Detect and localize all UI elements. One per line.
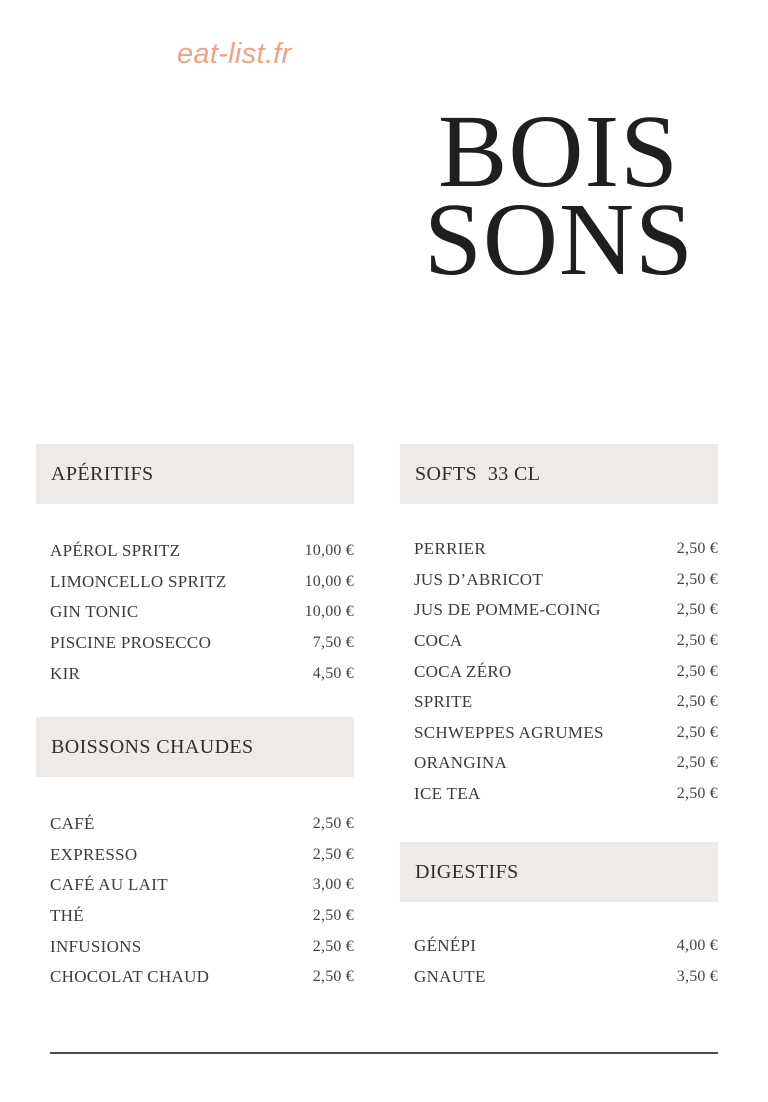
list-aperitifs: [50, 536, 354, 689]
item-price: 2,50 €: [676, 723, 718, 741]
item-name: KIR: [50, 663, 81, 683]
list-item: [414, 779, 718, 810]
list-item: [50, 870, 354, 901]
item-name: INFUSIONS: [50, 936, 142, 956]
item-name: ORANGINA: [414, 753, 508, 773]
item-price: 10,00 €: [304, 603, 354, 621]
list-item: [50, 536, 354, 567]
item-price: 2,50 €: [676, 540, 718, 558]
list-item: [414, 748, 718, 779]
list-digestifs: [414, 931, 718, 992]
title-line-1: BOIS: [438, 94, 679, 209]
item-price: 2,50 €: [312, 815, 354, 833]
section-header-softs: SOFTS 33 CL: [400, 444, 718, 504]
list-item: [50, 628, 354, 659]
list-item: [414, 656, 718, 687]
item-price: 2,50 €: [312, 968, 354, 986]
footer-divider: [50, 1052, 718, 1054]
item-name: THÉ: [50, 906, 84, 926]
item-name: PISCINE PROSECCO: [50, 633, 212, 653]
item-name: CHOCOLAT CHAUD: [50, 967, 210, 987]
item-price: 2,50 €: [312, 845, 354, 863]
item-name: CAFÉ AU LAIT: [50, 875, 168, 895]
item-name: GNAUTE: [414, 966, 486, 986]
item-price: 10,00 €: [304, 572, 354, 590]
watermark: eat-list.fr: [177, 38, 292, 70]
list-item: [50, 658, 354, 689]
item-price: 10,00 €: [304, 542, 354, 560]
item-price: 2,50 €: [312, 907, 354, 925]
item-name: LIMONCELLO SPRITZ: [50, 571, 227, 591]
list-item: [414, 687, 718, 718]
item-price: 3,00 €: [312, 876, 354, 894]
item-price: 2,50 €: [676, 754, 718, 772]
item-name: GÉNÉPI: [414, 936, 477, 956]
item-name: SPRITE: [414, 692, 473, 712]
item-name: APÉROL SPRITZ: [50, 541, 181, 561]
list-item: [414, 962, 718, 993]
item-price: 2,50 €: [676, 632, 718, 650]
item-price: 4,00 €: [676, 937, 718, 955]
item-price: 2,50 €: [676, 693, 718, 711]
item-price: 7,50 €: [312, 634, 354, 652]
list-item: [50, 597, 354, 628]
list-item: [414, 595, 718, 626]
item-price: 3,50 €: [676, 967, 718, 985]
item-price: 2,50 €: [676, 601, 718, 619]
item-name: JUS DE POMME-COING: [414, 600, 601, 620]
list-item: [414, 931, 718, 962]
list-item: [50, 809, 354, 840]
item-name: GIN TONIC: [50, 602, 139, 622]
item-name: SCHWEPPES AGRUMES: [414, 722, 604, 742]
section-header-digestifs: DIGESTIFS: [400, 842, 718, 902]
item-name: COCA ZÉRO: [414, 661, 512, 681]
item-price: 2,50 €: [676, 662, 718, 680]
title-line-2: SONS: [424, 182, 694, 297]
list-item: [50, 567, 354, 598]
item-price: 2,50 €: [676, 570, 718, 588]
item-name: ICE TEA: [414, 784, 481, 804]
list-item: [50, 901, 354, 932]
list-boissons-chaudes: [50, 809, 354, 993]
list-item: [414, 565, 718, 596]
list-item: [50, 962, 354, 993]
page-title: [424, 94, 714, 297]
list-item: [50, 931, 354, 962]
item-name: JUS D’ABRICOT: [414, 569, 544, 589]
item-price: 2,50 €: [676, 785, 718, 803]
item-name: CAFÉ: [50, 814, 95, 834]
item-price: 2,50 €: [312, 937, 354, 955]
list-item: [414, 534, 718, 565]
list-item: [414, 626, 718, 657]
item-name: COCA: [414, 631, 463, 651]
item-name: EXPRESSO: [50, 844, 138, 864]
section-header-aperitifs: APÉRITIFS: [36, 444, 354, 504]
list-softs: [414, 534, 718, 809]
section-header-boissons-chaudes: BOISSONS CHAUDES: [36, 717, 354, 777]
list-item: [414, 718, 718, 749]
item-name: PERRIER: [414, 539, 487, 559]
item-price: 4,50 €: [312, 664, 354, 682]
list-item: [50, 840, 354, 871]
